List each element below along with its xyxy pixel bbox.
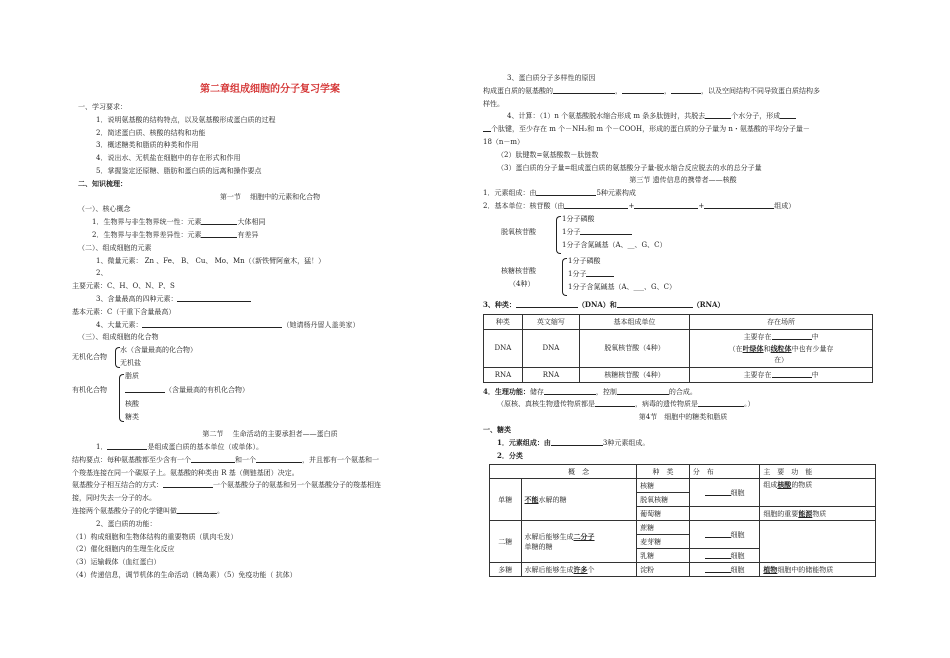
difference-line: 2．生物界与非生物界差异性：元素 有差异 xyxy=(92,230,259,239)
unity-line: 1．生物界与非生物界统一性：元素 大体相同 xyxy=(92,218,266,227)
basic-elements: 基本元素：C（干重下含量最高） xyxy=(72,307,176,316)
calc-line-1: 4、计算：（1）n 个氨基酸脱水缩合形成 m 条多肽链时，共脱去 个水分子，形成 xyxy=(483,110,883,123)
peptide-count: （2）肽键数=氨基酸数－肽链数 xyxy=(497,150,599,159)
protein-unit-line: 1． 是组成蛋白质的基本单位（或单体）。 xyxy=(96,442,263,451)
elements-heading: （二）、组成细胞的元素 xyxy=(78,243,152,252)
sugar-classification-heading: 2．分类 xyxy=(497,450,523,460)
brace xyxy=(562,258,567,296)
text-line: 一、学习要求： xyxy=(78,103,127,111)
section-four-heading: 第4节 细胞中的糖类和脂质 xyxy=(638,413,728,422)
text-line: （一）、核心概念 xyxy=(78,205,131,214)
peptide-bond-line: 连接两个氨基酸分子的化学键叫做 。 xyxy=(72,506,224,515)
nucleotide-unit: 2．基本单位：核苷酸（由 + + 组成） xyxy=(483,201,796,210)
protein-functions-heading: 2、蛋白质的功能： xyxy=(96,519,157,528)
binding-mode-line: 氨基酸分子相互结合的方式： 一个氨基酸分子的氨基和另一个氨基酸分子的羧基相连 xyxy=(72,481,381,490)
deoxynucleotide-block: 1分子磷酸 脱氧核苷酸 1分子 1分子含氮碱基（A、__、G、C） xyxy=(483,213,883,255)
diversity-line: 构成蛋白质的氨基酸的 ， ， ，以及空间结构不同导致蛋白质结构多 xyxy=(483,86,820,95)
protein-function-3: （3）运输载体（血红蛋白） xyxy=(72,558,161,567)
page-title: 第二章组成细胞的分子复习学案 xyxy=(200,84,340,95)
learning-requirements xyxy=(72,101,468,216)
item-two: 2、 xyxy=(96,269,108,278)
diversity-cont: 样性。 xyxy=(483,99,504,108)
table-row: DNA DNA 脱氧核苷酸（4种） 主要存在 中 （在叶绿体和线粒体中也有少量存 在） xyxy=(484,329,873,367)
macro-elements-line: 4、大量元素： （她请杨丹留人盖美家） xyxy=(96,320,360,329)
text-line: 2．简述蛋白质、核酸的结构和功能 xyxy=(96,128,206,137)
table-row: 单糖 不能水解的糖 核糖 细胞 组成核酸的物质 xyxy=(490,479,876,493)
text-line: 二、知识梳理： xyxy=(78,178,127,188)
nucleic-acid-table xyxy=(483,314,873,383)
protein-function-1: （1）构成细胞和生物体结构的重要物质（肌肉毛发） xyxy=(72,532,238,541)
text-line: 第一节 细胞中的元素和化合物 xyxy=(219,192,321,201)
diversity-heading: 3、蛋白质分子多样性的原因 xyxy=(507,74,596,82)
table-row: 脱氧核糖 xyxy=(490,493,876,507)
sugar-elements: 1．元素组成：由 3种元素组成。 xyxy=(497,437,650,447)
table-row: RNA RNA 核糖核苷酸（4种） 主要存在 中 xyxy=(484,367,873,382)
structure-points-line: 结构要点：每种氨基酸都至少含有一个 和一个 ，并且都有一个氨基和一 xyxy=(72,455,379,464)
table-row: 葡萄糖 细胞的重要能源物质 xyxy=(490,507,876,521)
nucleic-function: 4．生理功能：储存 ，控制 的合成。 xyxy=(483,386,697,396)
text-line: 3．概述糖类和脂质的种类和作用 xyxy=(96,141,199,150)
table-row: 乳糖 细胞 xyxy=(490,549,876,563)
section-three-heading: 第三节 遗传信息的携带者——核酸 xyxy=(629,176,737,185)
nucleic-kinds: 3、种类： （DNA）和 （RNA） xyxy=(483,299,725,309)
nucleic-elements: 1．元素组成：由 5种元素构成 xyxy=(483,189,636,198)
text-line: 1．说明氨基酸的结构特点，以及氨基酸形成蛋白质的过程 xyxy=(96,115,276,124)
structure-points-cont: 个羧基连接在同一个碳原子上。氨基酸的种类由 R 基（侧链基团）决定。 xyxy=(72,468,299,477)
left-column xyxy=(72,60,468,582)
inorganic-compounds: 水（含量最高的化合物） 无机化合物 无机盐 xyxy=(72,346,197,368)
micro-elements: 1、微量元素： Zn 、Fe、 B、 Cu、 Mo、Mn（（新铁臂阿童木，猛！） xyxy=(96,256,326,265)
main-elements: 主要元素：C、H、O、N、P、S xyxy=(72,282,175,291)
sugar-heading: 一、糖类 xyxy=(483,424,511,434)
text-line: 5．掌握鉴定还原糖、脂肪和蛋白质的远离和操作要点 xyxy=(96,166,262,175)
binding-mode-cont: 接，同时失去一分子的水。 xyxy=(72,494,156,503)
sugar-table xyxy=(489,464,876,577)
four-elements-line: 3、含量最高的四种元素： xyxy=(72,293,468,306)
protein-function-4-5: （4）传递信息，调节机体的生命活动（胰岛素）（5）免疫功能（ 抗体） xyxy=(72,570,297,579)
right-column xyxy=(483,72,883,577)
text-line: 4．说出水、无机盐在细胞中的存在形式和作用 xyxy=(96,154,241,163)
calc-line-2: 个肽键，至少存在 m 个－NH₂和 m 个－COOH，形成的蛋白质的分子量为 n・氨基酸的平均分子量－ xyxy=(483,123,883,136)
table-row: 二糖 水解后能够生成二分子 单糖的糖 蔗糖 细胞 xyxy=(490,521,876,535)
genetic-material-note: （原核、真核生物遗传物质都是 ，病毒的遗传物质是 。） xyxy=(497,400,755,409)
brace xyxy=(119,374,124,422)
ribonucleotide-block: 1分子磷酸 核糖核苷酸 1分子 （4种） 1分子含氮碱基（A、___、G、C） xyxy=(483,255,883,299)
table-row: 麦芽糖 xyxy=(490,535,876,549)
table-header-row: 概 念 种 类 分 布 主 要 功 能 xyxy=(490,465,876,479)
brace xyxy=(556,216,561,254)
table-header-row: 种类 英文缩写 基本组成单位 存在场所 xyxy=(484,314,873,329)
protein-function-2: （2）催化细胞内的生理生化反应 xyxy=(72,545,175,554)
compounds-heading: （三）、组成细胞的化合物 xyxy=(78,333,159,342)
section-two-heading: 第二节 生命活动的主要承担者——蛋白质 xyxy=(202,430,338,439)
molecular-weight: （3）蛋白质的分子量=组成蛋白质的氨基酸分子量-脱水缩合反应脱去的水的总分子量 xyxy=(497,163,762,172)
organic-compounds: 脂质 有机化合物 （含量最高的有机化合物） 核酸 糖类 xyxy=(72,372,249,422)
calc-line-3: 18（n－m） xyxy=(483,137,525,146)
table-row: 多糖 水解后能够生成许多个 淀粉 细胞 植物细胞中的储能物质 xyxy=(490,563,876,577)
